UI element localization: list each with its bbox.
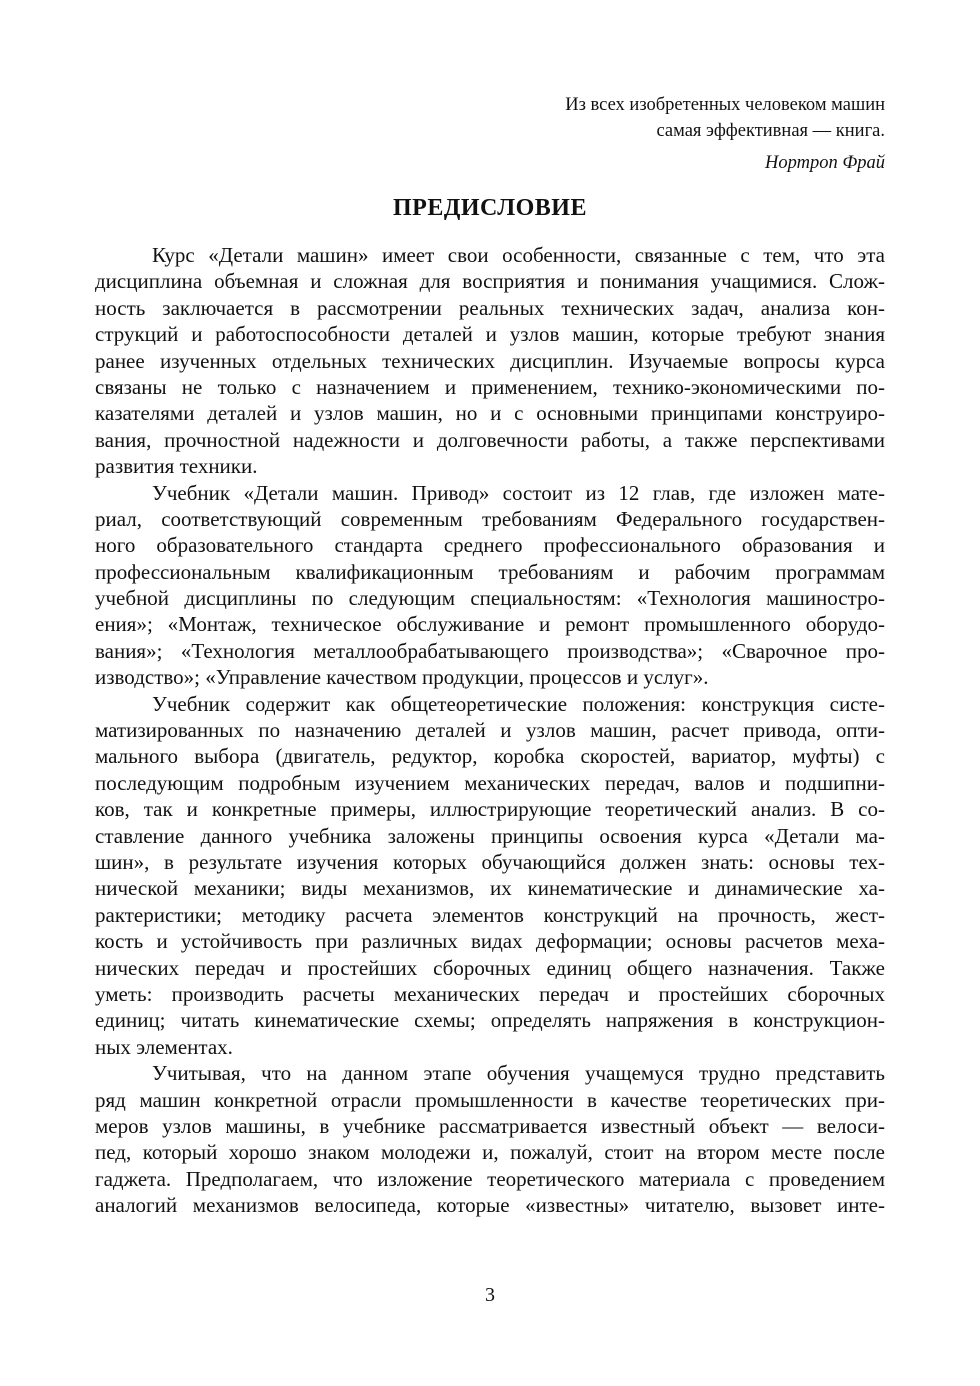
paragraph [95, 1060, 885, 1218]
text-line: пед, который хорошо знаком молодежи и, пожалуй, стоит на втором месте после [95, 1140, 885, 1165]
paragraph [95, 480, 885, 691]
paragraph [95, 691, 885, 1060]
text-line: шин», в результате изучения которых обучающийся должен знать: основы тех- [95, 849, 885, 874]
text-line: развития техники. [95, 454, 258, 479]
text-line: мального выбора (двигатель, редуктор, коробка скоростей, вариатор, муфты) с [95, 744, 885, 769]
text-line: профессиональным квалификационным требованиям и рабочим программам [95, 559, 885, 584]
text-line: изводство»; «Управление качеством продукции, процессов и услуг». [95, 665, 709, 690]
section-heading: ПРЕДИСЛОВИЕ [393, 195, 587, 221]
text-line: нической механики; виды механизмов, их кинематические и динамические ха- [95, 876, 885, 901]
text-line: вания, прочностной надежности и долговечности работы, а также перспективами [95, 427, 885, 452]
text-line: ряд машин конкретной отрасли промышленности в качестве теоретических при- [95, 1087, 885, 1112]
text-line: гаджета. Предполагаем, что изложение теоретического материала с проведением [95, 1166, 885, 1191]
text-line: последующим подробным изучением механических передач, валов и подшипни- [95, 770, 885, 795]
text-line: ность заключается в рассмотрении реальных технических задач, анализа кон- [95, 295, 885, 320]
text-line: вания»; «Технология металлообрабатывающего производства»; «Сварочное про- [95, 638, 885, 663]
text-line: Учитывая, что на данном этапе обучения учащемуся трудно представить [152, 1061, 885, 1086]
text-line: аналогий механизмов велосипеда, которые «известны» читателю, вызовет инте- [95, 1193, 885, 1218]
text-line: риал, соответствующий современным требованиям Федерального государствен- [95, 506, 885, 531]
text-line: ного образовательного стандарта среднего профессионального образования и [95, 533, 885, 558]
text-line: меров узлов машины, в учебнике рассматривается известный объект — велоси- [95, 1113, 885, 1138]
text-line: учебной дисциплины по следующим специальностям: «Технология машиностро- [95, 586, 885, 611]
text-line: ков, так и конкретные примеры, иллюстрирующие теоретический анализ. В со- [95, 797, 885, 822]
epigraph-line: самая эффективная — книга. [656, 121, 885, 141]
epigraph [285, 92, 885, 176]
text-line: связаны не только с назначением и применением, технико-экономическими по- [95, 374, 885, 399]
text-line: уметь: производить расчеты механических передач и простейших сборочных [95, 981, 885, 1006]
text-line: казателями деталей и узлов машин, но и с основными принципами конструиро- [95, 401, 885, 426]
text-line: Учебник «Детали машин. Привод» состоит из 12 глав, где изложен мате- [152, 480, 885, 505]
text-line: Учебник содержит как общетеоретические положения: конструкция систе- [152, 691, 885, 716]
page-number: 3 [485, 1284, 495, 1306]
text-line: нических передач и простейших сборочных единиц общего назначения. Также [95, 955, 885, 980]
epigraph-line: Из всех изобретенных человеком машин [565, 95, 885, 115]
text-line: рактеристики; методику расчета элементов конструкций на прочность, жест- [95, 902, 885, 927]
epigraph-author: Нортроп Фрай [765, 153, 885, 173]
paragraph [95, 242, 885, 480]
text-line: матизированных по назначению деталей и узлов машин, расчет привода, опти- [95, 718, 885, 743]
text-line: кость и устойчивость при различных видах деформации; основы расчетов меха- [95, 929, 885, 954]
body-text [95, 242, 885, 1218]
text-line: единиц; читать кинематические схемы; определять напряжения в конструкцион- [95, 1008, 885, 1033]
text-line: ных элементах. [95, 1034, 233, 1059]
text-line: струкций и работоспособности деталей и узлов машин, которые требуют знания [95, 322, 885, 347]
text-line: ения»; «Монтаж, техническое обслуживание и ремонт промышленного оборудо- [95, 612, 885, 637]
text-line: ранее изученных отдельных технических дисциплин. Изучаемые вопросы курса [95, 348, 885, 373]
text-line: дисциплина объемная и сложная для восприятия и понимания учащимися. Слож- [95, 269, 885, 294]
text-line: Курс «Детали машин» имеет свои особенности, связанные с тем, что эта [152, 243, 885, 267]
text-line: ставление данного учебника заложены принципы освоения курса «Детали ма- [95, 823, 885, 848]
